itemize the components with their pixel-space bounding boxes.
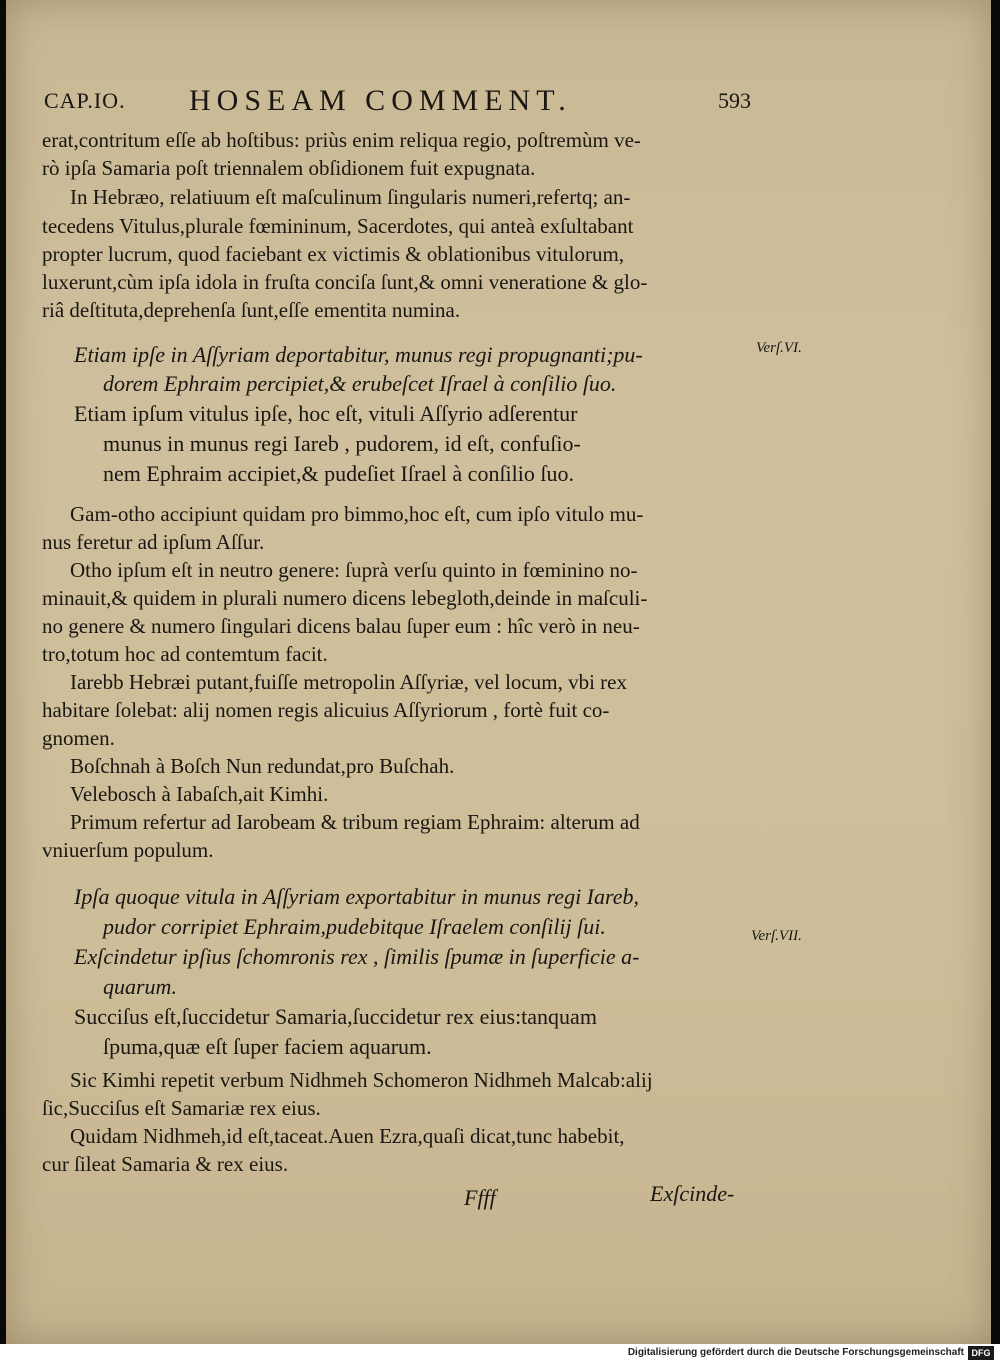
dfg-logo: DFG: [968, 1346, 994, 1360]
verse-line: pudor corripiet Ephraim,pudebitque Iſraelem conſilij ſui.: [103, 914, 606, 939]
gloss-line: Succiſus eſt,ſuccidetur Samaria,ſuccidetur rex eius:tanquam: [74, 1004, 597, 1029]
verse-line: Exſcindetur ipſius ſchomronis rex , ſimilis ſpumæ in ſuperficie a-: [74, 944, 640, 969]
text-line: Otho ipſum eſt in neutro genere: ſuprà verſu quinto in fœminino no-: [70, 558, 638, 582]
text-line: vniuerſum populum.: [42, 838, 214, 862]
verse-line: dorem Ephraim percipiet,& erubeſcet Iſrael à conſilio ſuo.: [103, 371, 617, 396]
text-line: tro,totum hoc ad contemtum facit.: [42, 642, 328, 666]
catchword: Exſcinde-: [650, 1181, 735, 1206]
text-line: erat,contritum eſſe ab hoſtibus: priùs enim reliqua regio, poſtremùm ve-: [42, 128, 641, 152]
book-page: [6, 0, 991, 1344]
text-line: nus feretur ad ipſum Aſſur.: [42, 530, 265, 554]
verse-line: Etiam ipſe in Aſſyriam deportabitur, munus regi propugnanti;pu-: [74, 342, 643, 367]
text-line: Primum refertur ad Iarobeam & tribum regiam Ephraim: alterum ad: [70, 810, 640, 834]
page-number: 593: [718, 88, 751, 113]
text-line: riâ deſtituta,deprehenſa ſunt,eſſe ementita numina.: [42, 298, 461, 322]
text-line: luxerunt,cùm ipſa idola in fruſta conciſa ſunt,& omni veneratione & glo-: [42, 270, 648, 294]
text-line: tecedens Vitulus,plurale fœmininum, Sacerdotes, qui anteà exſultabant: [42, 214, 634, 238]
text-line: minauit,& quidem in plurali numero dicens lebegloth,deinde in maſculi-: [42, 586, 648, 610]
gloss-line: ſpuma,quæ eſt ſuper faciem aquarum.: [103, 1034, 432, 1059]
margin-note-vers-6: Verſ.VI.: [756, 340, 802, 356]
verse-line: quarum.: [103, 974, 177, 999]
signature-mark: Ffff: [464, 1185, 496, 1210]
gloss-line: nem Ephraim accipiet,& pudeſiet Iſrael à conſilio ſuo.: [103, 461, 575, 486]
text-line: ſic,Succiſus eſt Samariæ rex eius.: [42, 1096, 321, 1120]
text-line: Quidam Nidhmeh,id eſt,taceat.Auen Ezra,quaſi dicat,tunc habebit,: [70, 1124, 625, 1148]
text-line: Boſchnah à Boſch Nun redundat,pro Buſchah.: [70, 754, 455, 778]
verse-line: Ipſa quoque vitula in Aſſyriam exportabitur in munus regi Iareb,: [74, 884, 640, 909]
chapter-label: CAP.IO.: [44, 88, 126, 113]
text-line: habitare ſolebat: alij nomen regis alicuius Aſſyriorum , fortè fuit co-: [42, 698, 610, 722]
funding-note: Digitalisierung gefördert durch die Deutsche Forschungsgemeinschaft: [627, 1347, 964, 1358]
text-line: Iarebb Hebræi putant,fuiſſe metropolin Aſſyriæ, vel locum, vbi rex: [70, 670, 627, 694]
text-line: gnomen.: [42, 726, 115, 750]
text-line: In Hebræo, relatiuum eſt maſculinum ſingularis numeri,refertq; an-: [70, 185, 631, 209]
text-line: Sic Kimhi repetit verbum Nidhmeh Schomeron Nidhmeh Malcab:alij: [70, 1068, 653, 1092]
text-line: propter lucrum, quod faciebant ex victimis & oblationibus vitulorum,: [42, 242, 625, 266]
text-line: no genere & numero ſingulari dicens balau ſuper eum : hîc verò in neu-: [42, 614, 640, 638]
text-line: rò ipſa Samaria poſt triennalem obſidionem fuit expugnata.: [42, 156, 536, 180]
gloss-line: Etiam ipſum vitulus ipſe, hoc eſt, vituli Aſſyrio adſerentur: [74, 401, 578, 426]
running-title: HOSEAM COMMENT.: [189, 84, 572, 117]
gloss-line: munus in munus regi Iareb , pudorem, id eſt, confuſio-: [103, 431, 581, 456]
margin-note-vers-7: Verſ.VII.: [751, 928, 802, 944]
text-line: Velebosch à Iabaſch,ait Kimhi.: [70, 782, 329, 806]
text-line: Gam-otho accipiunt quidam pro bimmo,hoc eſt, cum ipſo vitulo mu-: [70, 502, 644, 526]
text-line: cur ſileat Samaria & rex eius.: [42, 1152, 289, 1176]
